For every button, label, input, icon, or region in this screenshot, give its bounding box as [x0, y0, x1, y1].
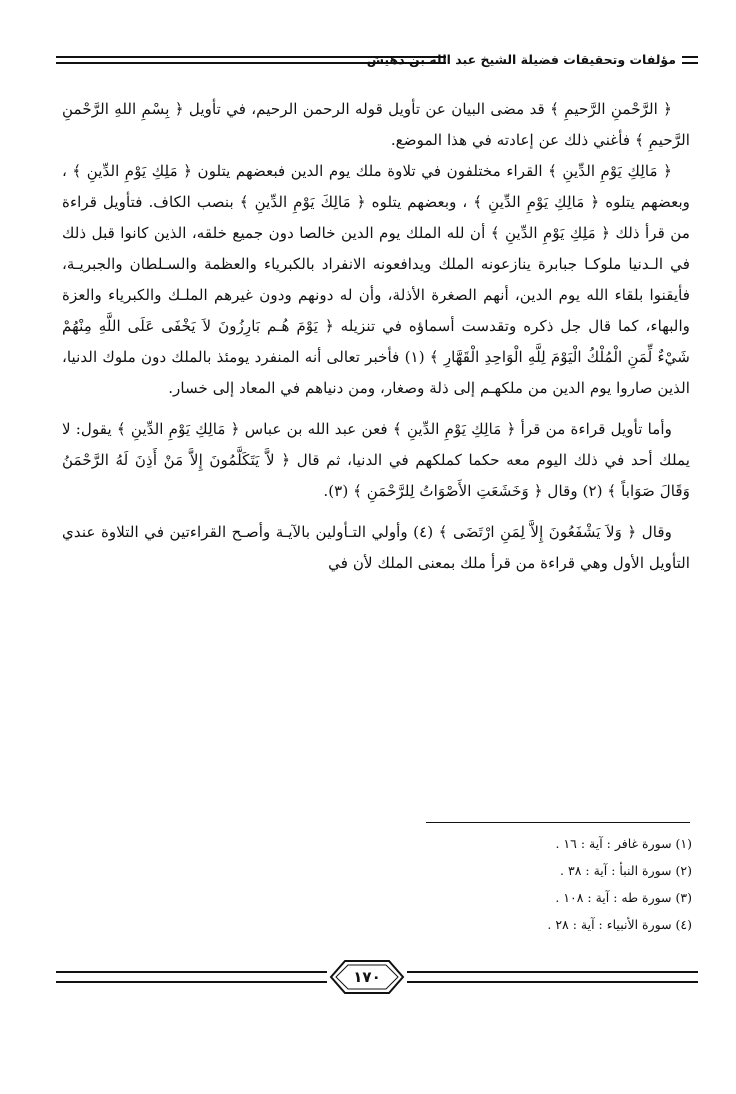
main-text	[62, 94, 690, 836]
footnote-3: (٣) سورة طه : آية : ١٠٨ .	[555, 890, 692, 905]
paragraph-2: ﴿ مَالِكِ يَوْمِ الدِّينِ ﴾ القراء مختلفون في تلاوة ملك يوم الدين فبعضهم يتلون ﴿ مَلِكِ يَوْمِ الدِّينِ ﴾ ، وبعضهم يتلوه ﴿ مَالِكِ يَوْمِ الدِّينِ ﴾ ، وبعضهم يتلوه ﴿ مَالِكَ يَوْمِ الدِّينِ ﴾ بنصب الكاف. فتأويل قراءة من قرأ ذلك ﴿ مَلِكِ يَوْمِ الدِّينِ ﴾ أن لله الملك يوم الدين خالصا دون جميع خلقه، الذين كانوا قبل ذلك في الـدنيا ملوكـا جبابرة ينازعونه الملك ويدافعونه الانفراد بالكبرياء والعظمة والسـلطان والجبريـة، فأيقنوا بلقاء الله يوم الدين، أنهم الصغرة الأذلة، وأن له دونهم ودون غيرهم الملـك والكبرياء والعزة والبهاء، كما قال جل ذكره وتقدست أسماؤه في تنزيله ﴿ يَوْمَ هُـم بَارِزُونَ لاَ يَخْفَى عَلَى اللَّهِ مِنْهُمْ شَيْءٌ لِّمَنِ الْمُلْكُ الْيَوْمَ لِلَّهِ الْوَاحِدِ الْقَهَّارِ ﴾ (١) فأخبر تعالى أنه المنفرد يومئذ بالملك دون ملوك الدنيا، الذين صاروا يوم الدين من ملكهـم إلى ذلة وصغار، ومن دنياهم في المعاد إلى خسار.	[62, 162, 690, 397]
header-rule-end	[682, 56, 698, 64]
page-number-ornament	[327, 958, 407, 996]
footnote-4: (٤) سورة الأنبياء : آية : ٢٨ .	[547, 917, 692, 932]
page-footer	[56, 954, 698, 1000]
footnote-1: (١) سورة غافر : آية : ١٦ .	[555, 836, 692, 851]
paragraph-3: وأما تأويل قراءة من قرأ ﴿ مَالِكِ يَوْمِ الدِّينِ ﴾ فعن عبد الله بن عباس ﴿ مَالِكِ يَوْمِ الدِّينِ ﴾ يقول: لا يملك أحد في ذلك اليوم معه حكما كملكهم في الدنيا، ثم قال ﴿ لاَّ يَتَكَلَّمُونَ إِلاَّ مَنْ أَذِنَ لَهُ الرَّحْمَنُ وَقَالَ صَوَاباً ﴾ (٢) وقال ﴿ وَخَشَعَتِ الأَصْوَاتُ لِلرَّحْمَنِ ﴾ (٣).	[62, 420, 690, 500]
paragraph-1: ﴿ الرَّحْمنِ الرَّحيمِ ﴾ قد مضى البيان عن تأويل قوله الرحمن الرحيم، في تأويل ﴿ بِسْمِ اللهِ الرَّحْمنِ الرَّحيمِ ﴾ فأغني ذلك عن إعادته في هذا الموضع.	[62, 100, 690, 149]
running-header	[56, 46, 698, 74]
page-number: ١٧٠	[353, 968, 381, 986]
footnote-separator	[426, 822, 690, 823]
footnotes	[390, 830, 692, 942]
running-header-title: مؤلفات وتحقيقات فضيلة الشيخ عبد الله بن دهيش	[366, 52, 676, 67]
paragraph-4: وقال ﴿ وَلاَ يَشْفَعُونَ إِلاَّ لِمَنِ ارْتَضَى ﴾ (٤) وأولي التـأولين بالآيـة وأصـح القراءتين في التلاوة عندي التأويل الأول وهي قراءة من قرأ ملك بمعنى الملك لأن في	[62, 523, 690, 572]
footnote-2: (٢) سورة النبأ : آية : ٣٨ .	[560, 863, 692, 878]
